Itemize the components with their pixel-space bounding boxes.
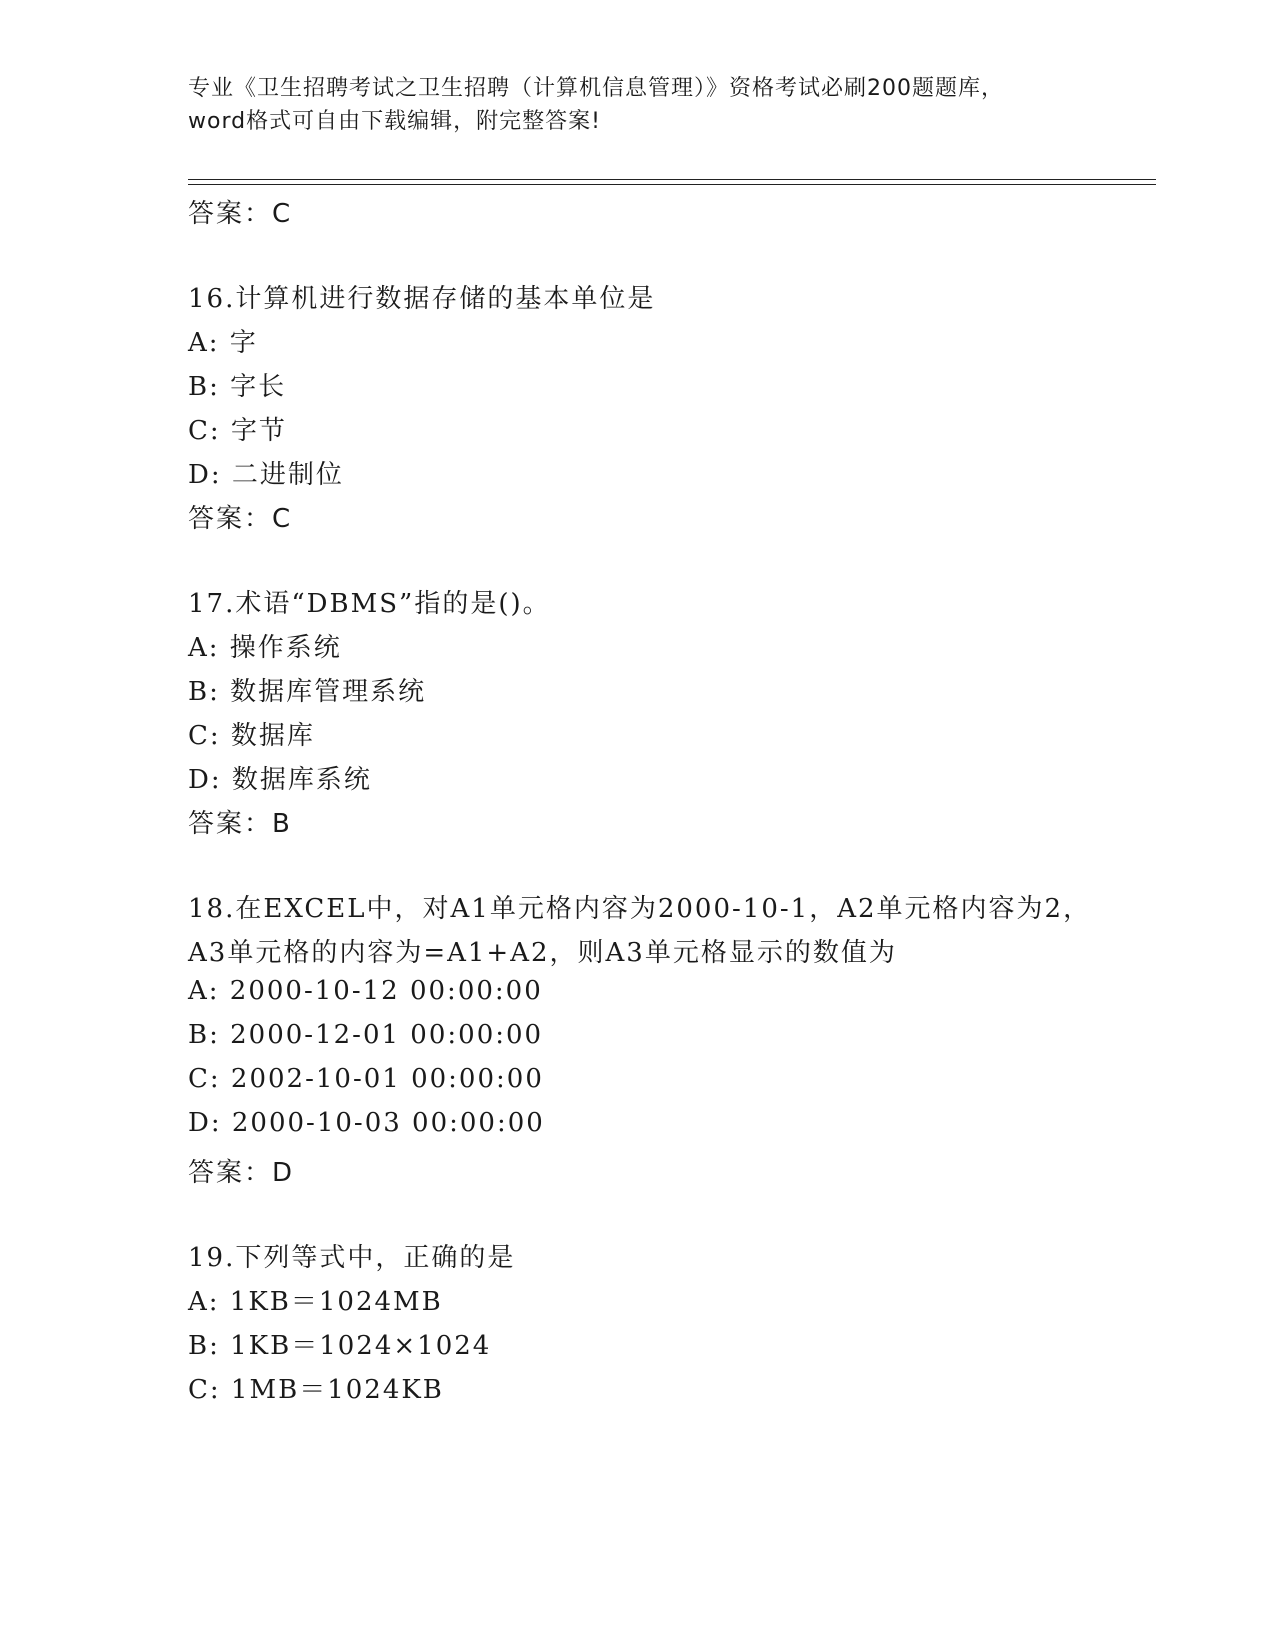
question-line: A3单元格的内容为=A1+A2，则A3单元格显示的数值为 [188,938,897,968]
option-line: C: 2002-10-01 00:00:00 [188,1064,544,1094]
option-line: D: 2000-10-03 00:00:00 [188,1108,545,1138]
option-line: D: 二进制位 [188,460,344,490]
option-line: B: 1KB＝1024×1024 [188,1331,492,1361]
question-line: 16.计算机进行数据存储的基本单位是 [188,284,656,314]
question-line: 17.术语“DBMS”指的是()。 [188,589,551,619]
option-line: A: 字 [188,328,258,358]
option-line: C: 数据库 [188,721,315,751]
answer-line: 答案：B [188,809,292,839]
header-divider-top [188,179,1156,180]
answer-line: 答案：C [188,504,293,534]
option-line: B: 数据库管理系统 [188,677,427,707]
option-line: A: 1KB＝1024MB [188,1287,443,1317]
question-line: 18.在EXCEL中，对A1单元格内容为2000-10-1，A2单元格内容为2， [188,894,1092,924]
option-line: B: 字长 [188,372,287,402]
answer-line: 答案：D [188,1158,295,1188]
answer-line: 答案：C [188,199,293,229]
question-line: 19.下列等式中，正确的是 [188,1243,516,1273]
header-line-1: 专业《卫生招聘考试之卫生招聘（计算机信息管理）》资格考试必刷200题题库， [188,76,1004,101]
option-line: D: 数据库系统 [188,765,372,795]
header-line-2: word格式可自由下载编辑，附完整答案! [188,109,601,134]
option-line: A: 2000-10-12 00:00:00 [188,976,543,1006]
option-line: C: 字节 [188,416,287,446]
option-line: C: 1MB＝1024KB [188,1375,444,1405]
document-header [188,72,1088,138]
option-line: A: 操作系统 [188,633,342,663]
option-line: B: 2000-12-01 00:00:00 [188,1020,544,1050]
header-divider-bottom [188,184,1156,185]
